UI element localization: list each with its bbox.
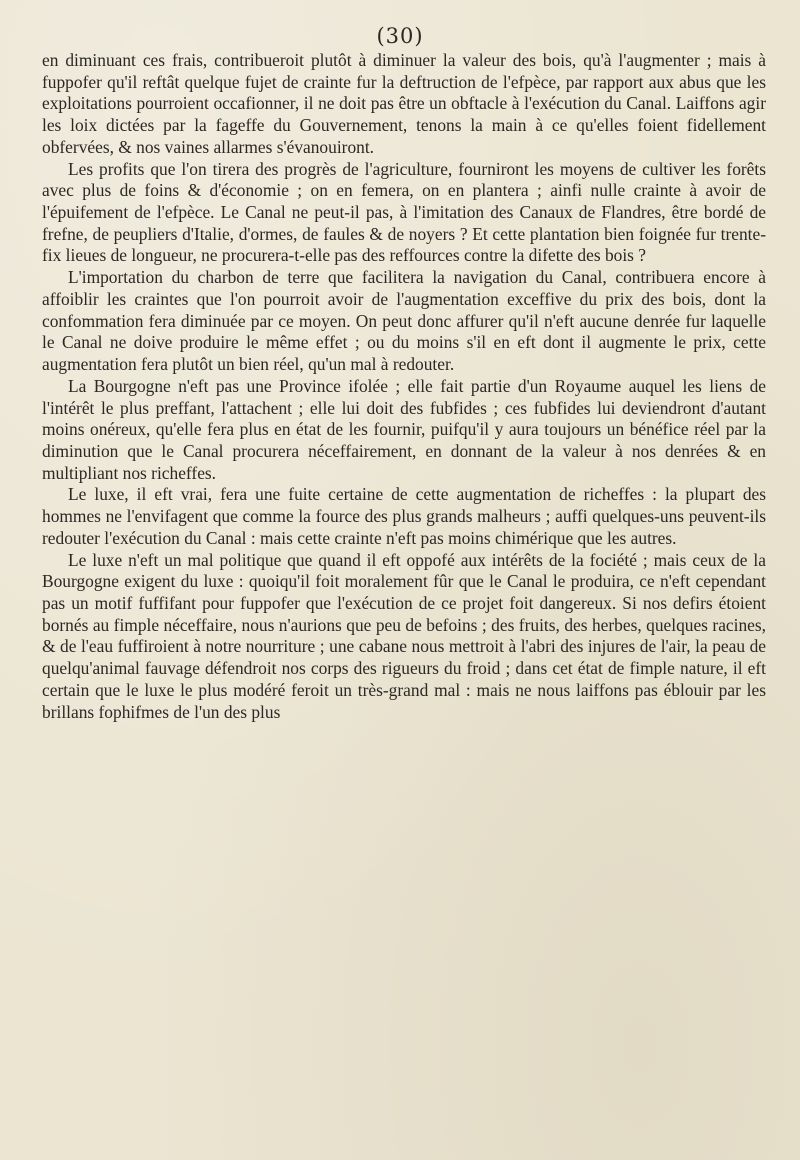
paragraph: La Bourgogne n'eft pas une Province ifolée ; elle fait partie d'un Royaume auquel les liens de l'intérêt le plus preffant, l'attachent ; elle lui doit des fubfides ; ces fubfides lui deviendront d'autant moins onéreux, qu'elle fera plus en état de les fournir, puifqu'il y aura toujours un bénéfice réel par la diminution que le Canal procurera néceffairement, en donnant de la valeur à nos denrées & en multipliant nos richeffes. xyxy=(42,375,766,483)
paragraph: Les profits que l'on tirera des progrès de l'agriculture, fourniront les moyens de cultiver les forêts avec plus de foins & d'économie ; on en femera, on en plantera ; ainfi nulle crainte à avoir de l'épuifement de l'efpèce. Le Canal ne peut-il pas, à l'imitation des Canaux de Flandres, être bordé de frefne, de peupliers d'Italie, d'ormes, de faules & de noyers ? Et cette plantation bien foignée fur trente-fix lieues de longueur, ne procurera-t-elle pas des reffources contre la difette des bois ? xyxy=(42,158,766,266)
paragraph: en diminuant ces frais, contribueroit plutôt à diminuer la valeur des bois, qu'à l'augmenter ; mais à fuppofer qu'il reftât quelque fujet de crainte fur la deftruction de l'efpèce, par rapport aux abus que les exploitations pourroient occafionner, il ne doit pas être un obftacle à l'exécution du Canal. Laiffons agir les loix dictées par la fageffe du Gouvernement, tenons la main à ce qu'elles foient fidellement obfervées, & nos vaines allarmes s'évanouiront. xyxy=(42,50,766,157)
page-number: (30) xyxy=(376,24,424,48)
paragraph: Le luxe n'eft un mal politique que quand il eft oppofé aux intérêts de la fociété ; mais ceux de la Bourgogne exigent du luxe : quoiqu'il foit moralement fûr que le Canal le produira, ce n'eft cependant pas un motif fuffifant pour fuppofer que l'exécution de ce projet foit dangereux. Si nos defirs étoient bornés au fimple néceffaire, nous n'aurions que peu de befoins ; des fruits, des herbes, quelques racines, & de l'eau fuffiroient à notre nourriture ; une cabane nous mettroit à l'abri des injures de l'air, la peau de quelqu'animal fauvage défendroit nos corps des rigueurs du froid ; dans cet état de fimple nature, il eft certain que le luxe le plus modéré feroit un très-grand mal : mais ne nous laiffons pas éblouir par les brillans fophifmes de l'un des plus xyxy=(42,549,766,722)
body-text xyxy=(42,50,766,723)
paragraph: L'importation du charbon de terre que facilitera la navigation du Canal, contribuera encore à affoiblir les craintes que l'on pourroit avoir de l'augmentation exceffive du prix des bois, dont la confommation fera diminuée par ce moyen. On peut donc affurer qu'il n'eft aucune denrée fur laquelle le Canal ne doive produire le même effet ; ou du moins s'il en eft dont il augmente le prix, cette augmentation fera plutôt un bien réel, qu'un mal à redouter. xyxy=(42,267,766,375)
paragraph: Le luxe, il eft vrai, fera une fuite certaine de cette augmentation de richeffes : la plupart des hommes ne l'envifagent que comme la fource des plus grands malheurs ; auffi quelques-uns peuvent-ils redouter l'exécution du Canal : mais cette crainte n'eft pas moins chimérique que les autres. xyxy=(42,484,766,548)
